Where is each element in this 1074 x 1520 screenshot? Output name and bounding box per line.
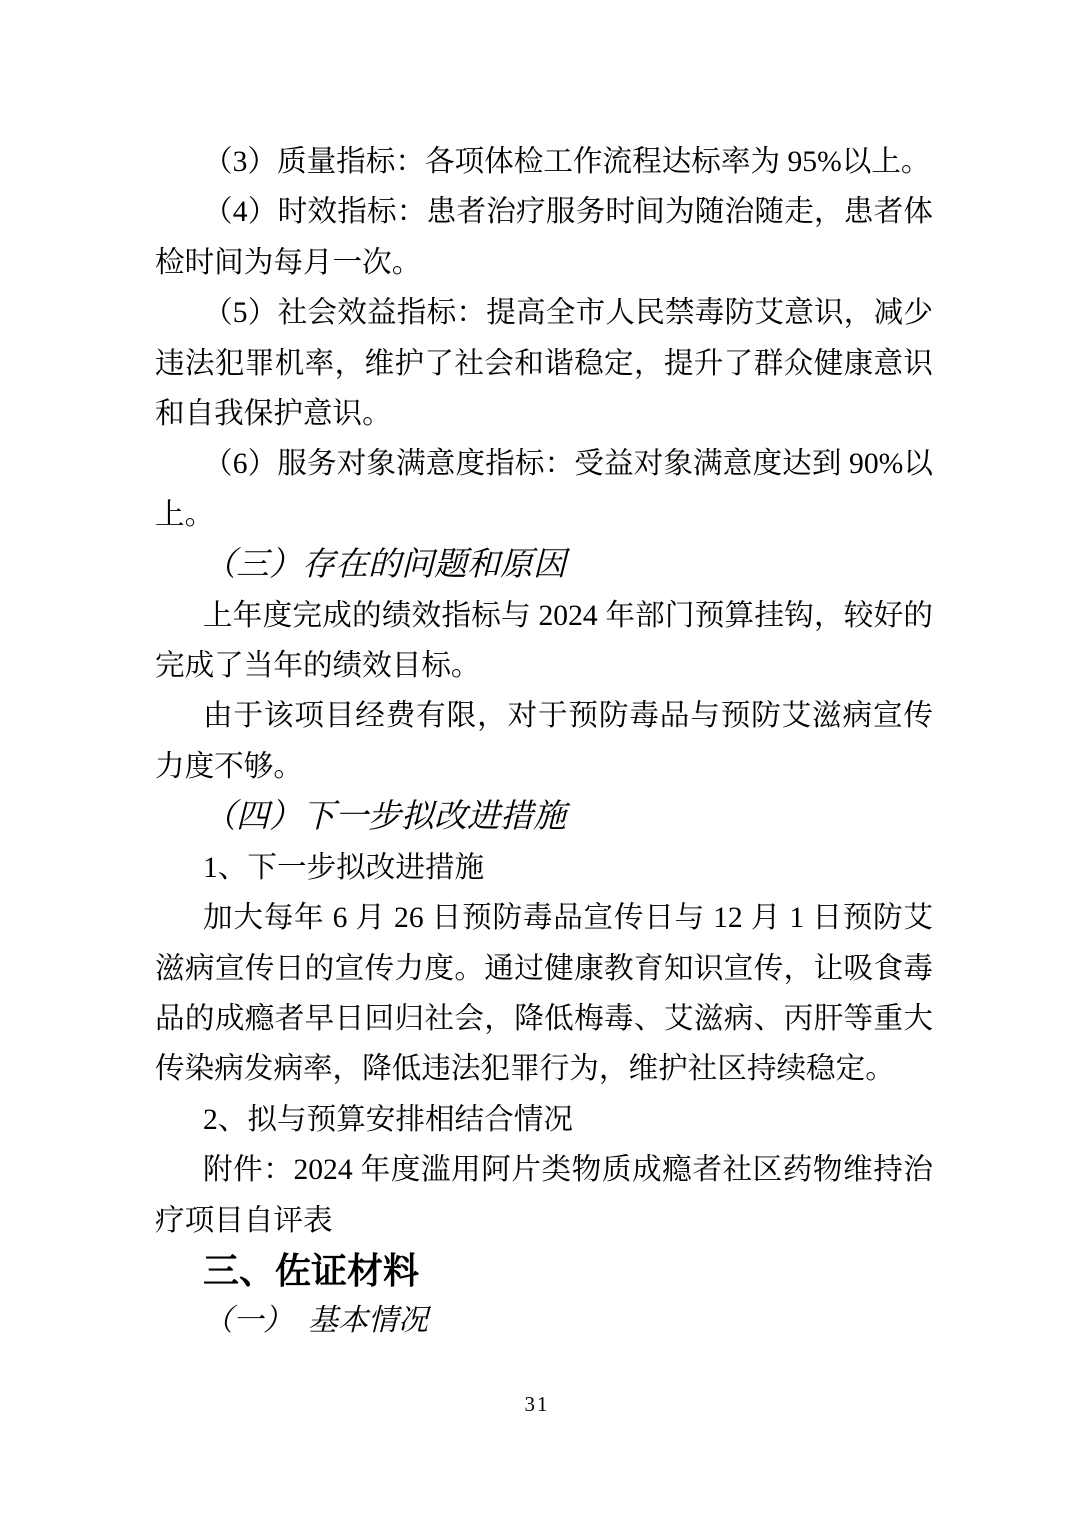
paragraph: 由于该项目经费有限，对于预防毒品与预防艾滋病宣传力度不够。 [155,700,933,783]
paragraph: 加大每年 6 月 26 日预防毒品宣传日与 12 月 1 日预防艾滋病宣传日的宣传力度。通过健康教育知识宣传，让吸食毒品的成瘾者早日回归社会，降低梅毒、艾滋病、丙肝等重大传染病发病率，降低违法犯罪行为，维护社区持续稳定。 [155,902,933,1086]
section-heading: 三、佐证材料 [203,1249,420,1291]
page-footer [0,1392,1074,1417]
paragraph: （3）质量指标：各项体检工作流程达标率为 95%以上。 [203,146,931,178]
paragraph: （5）社会效益指标：提高全市人民禁毒防艾意识，减少违法犯罪机率，维护了社会和谐稳定，提升了群众健康意识和自我保护意识。 [155,297,933,431]
paragraph: （6）服务对象满意度指标：受益对象满意度达到 90%以上。 [155,448,933,531]
paragraph: 附件：2024 年度滥用阿片类物质成瘾者社区药物维持治疗项目自评表 [155,1154,933,1237]
document-body [155,137,933,1347]
section-heading: （四）下一步拟改进措施 [203,799,566,836]
paragraph: 2、拟与预算安排相结合情况 [203,1103,573,1136]
paragraph: 1、下一步拟改进措施 [203,851,485,884]
paragraph: 上年度完成的绩效指标与 2024 年部门预算挂钩，较好的完成了当年的绩效目标。 [155,599,933,683]
page-number: 31 [524,1392,550,1416]
section-heading: （三）存在的问题和原因 [203,547,566,584]
paragraph: （4）时效指标：患者治疗服务时间为随治随走，患者体检时间为每月一次。 [155,196,933,279]
section-heading: （一） 基本情况 [203,1304,428,1338]
